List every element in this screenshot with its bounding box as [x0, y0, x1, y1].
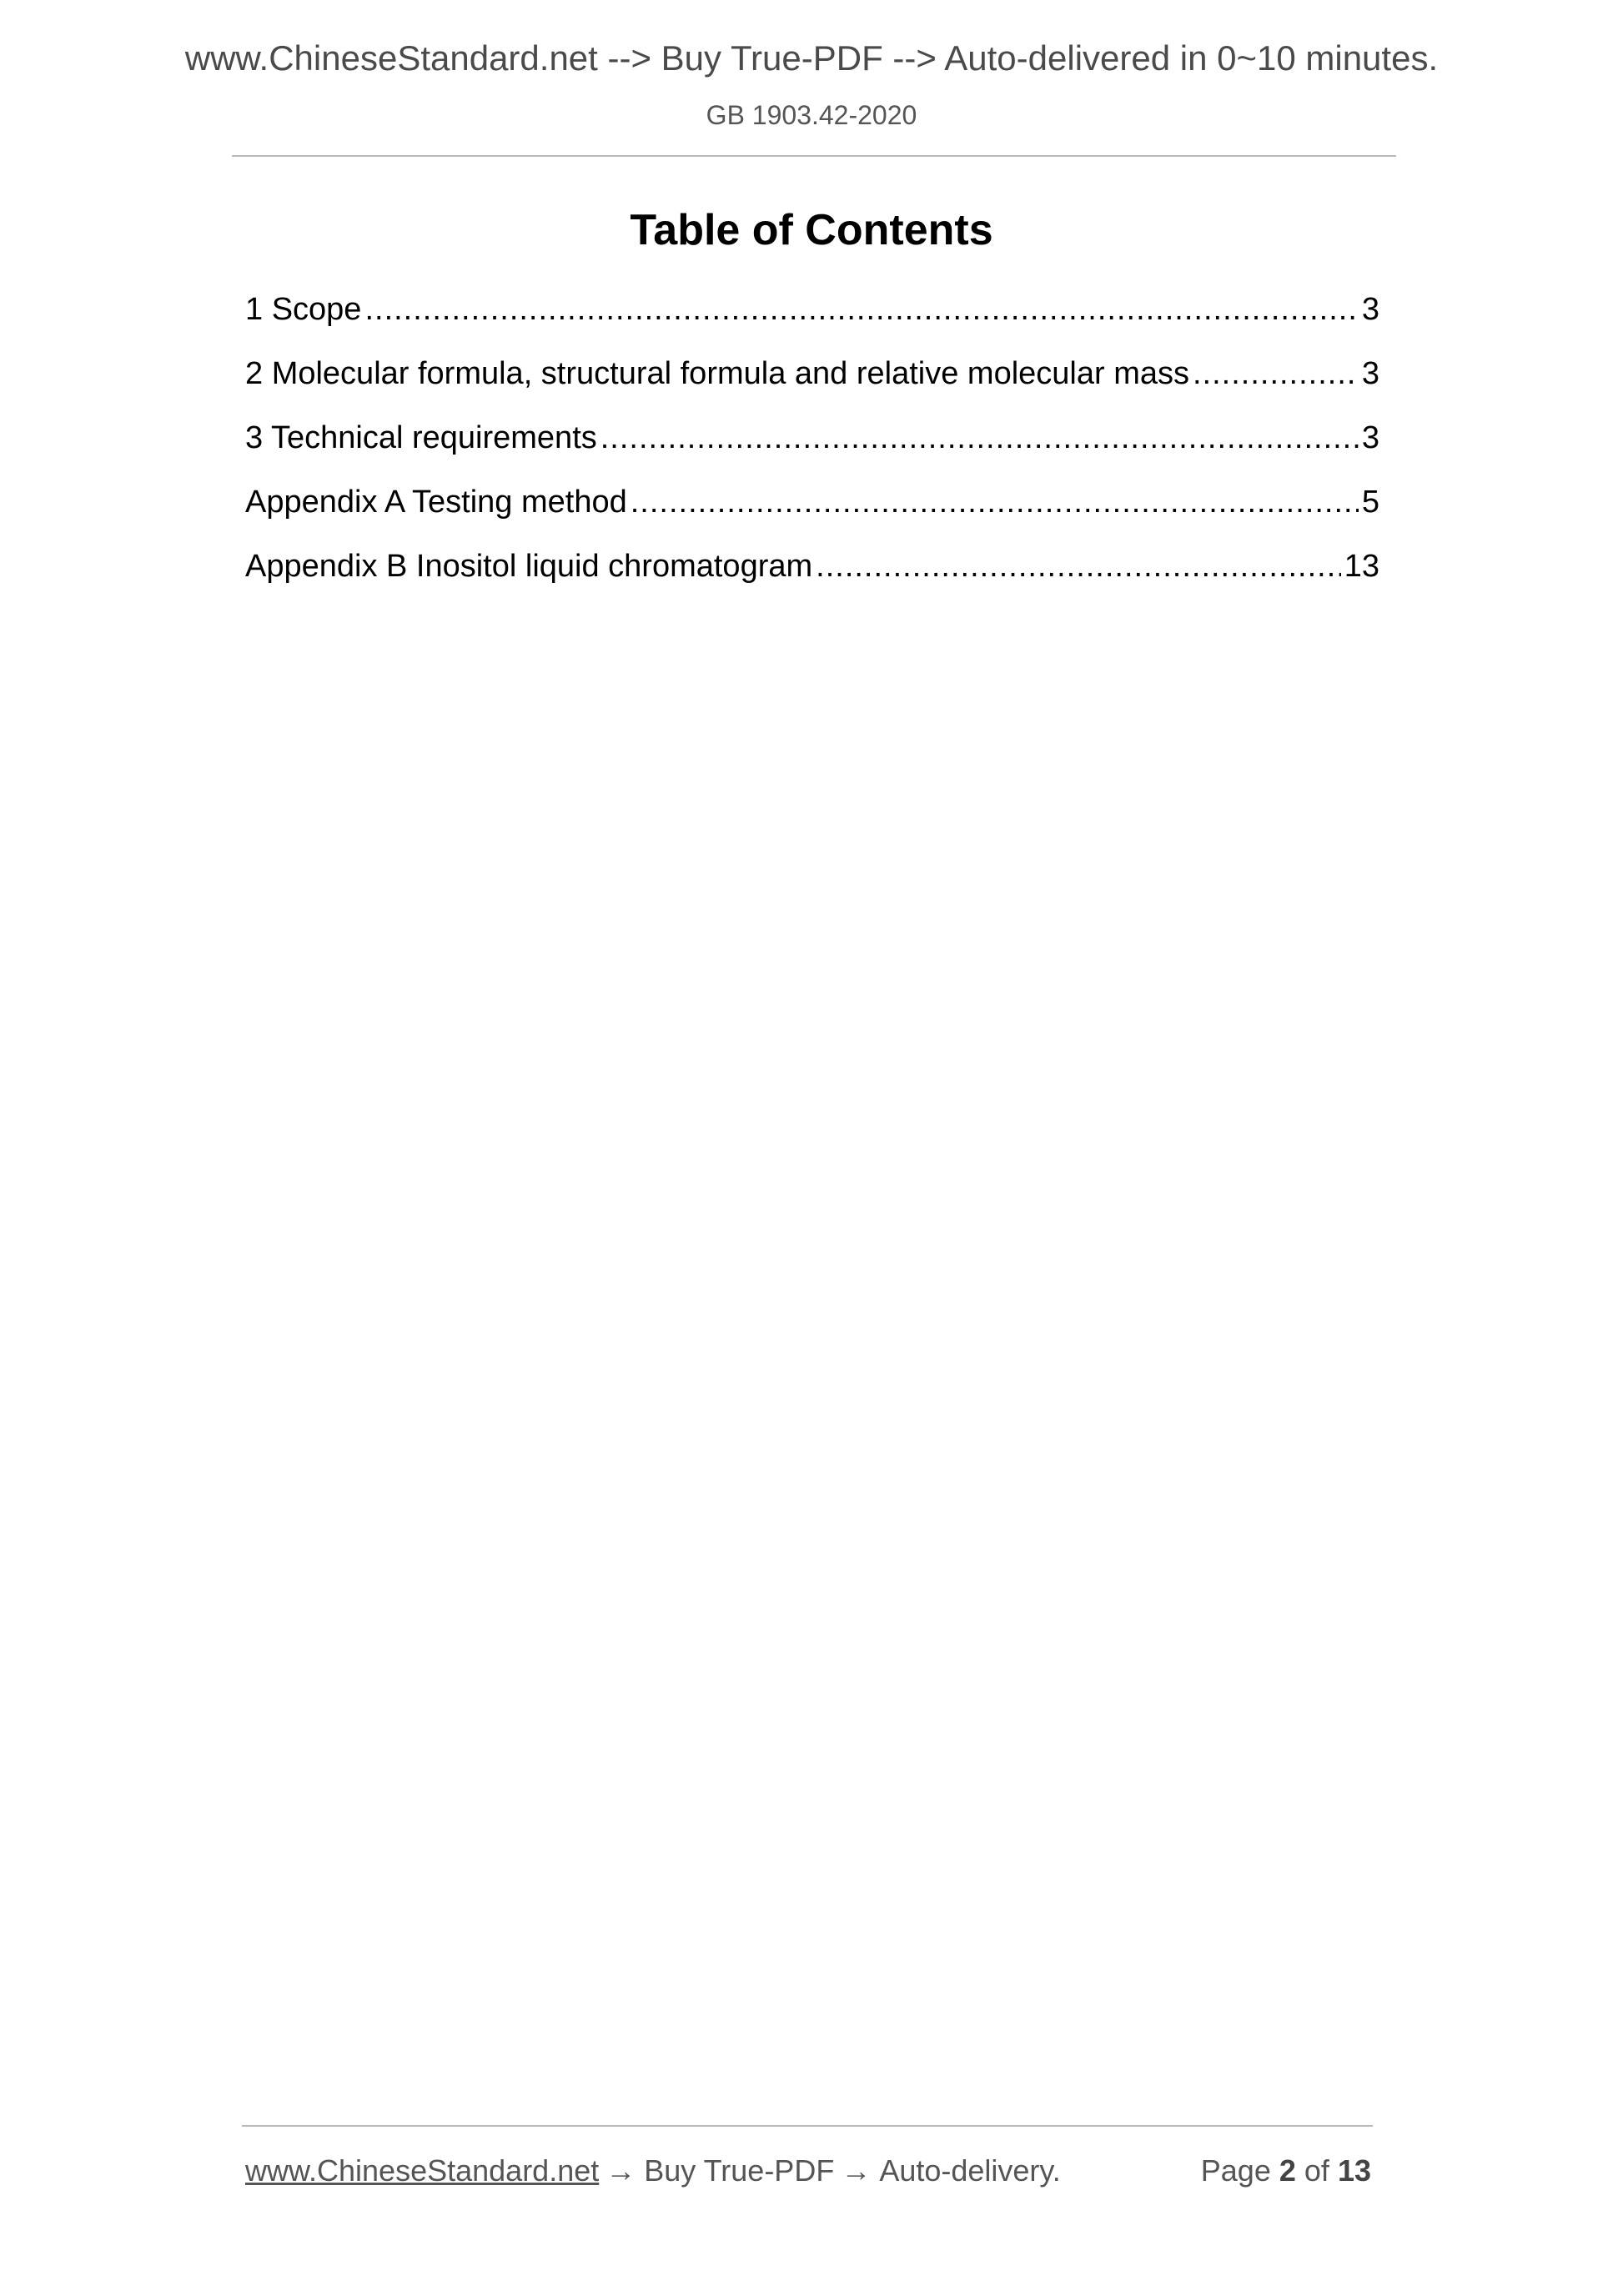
right-arrow-icon: →: [841, 2153, 872, 2188]
toc-entry-page: 5: [1361, 485, 1379, 520]
right-arrow-icon: →: [605, 2153, 636, 2188]
footer-divider: [242, 2125, 1373, 2127]
toc-entry-page: 3: [1361, 356, 1379, 391]
toc-entry-page: 3: [1361, 420, 1379, 455]
toc-entry-label: 2 Molecular formula, structural formula and relative molecular mass: [245, 356, 1189, 391]
header-divider: [232, 155, 1396, 157]
page-footer: [245, 2150, 1371, 2192]
document-code: GB 1903.42-2020: [706, 100, 917, 130]
toc-entry-label: Appendix A Testing method: [245, 485, 627, 520]
toc-entry-molecular-formula[interactable]: [245, 351, 1379, 415]
footer-delivery-text: Auto-delivery.: [879, 2153, 1061, 2188]
toc-dot-leader: [816, 544, 1341, 589]
toc-dot-leader: [600, 415, 1359, 460]
total-pages-number: 13: [1337, 2153, 1371, 2188]
page-title: Table of Contents: [630, 206, 993, 254]
footer-buy-text: Buy True-PDF: [644, 2153, 835, 2188]
page-counter: [1201, 2150, 1371, 2192]
toc-entry-appendix-a[interactable]: [245, 480, 1379, 544]
of-label: of: [1304, 2153, 1329, 2188]
toc-entry-page: 3: [1361, 292, 1379, 327]
current-page-number: 2: [1279, 2153, 1296, 2188]
footer-promo: [245, 2150, 1061, 2192]
header-banner: www.ChineseStandard.net --> Buy True-PDF --> Auto-delivered in 0~10 minutes.: [184, 38, 1439, 78]
toc-dot-leader: [631, 480, 1359, 525]
toc-entry-label: Appendix B Inositol liquid chromatogram: [245, 549, 813, 584]
toc-dot-leader: [364, 287, 1358, 332]
footer-site-link[interactable]: www.ChineseStandard.net: [245, 2153, 600, 2188]
page-label: Page: [1200, 2153, 1271, 2188]
toc-entry-label: 3 Technical requirements: [245, 420, 597, 455]
toc-entry-technical-requirements[interactable]: [245, 415, 1379, 480]
toc-entry-appendix-b[interactable]: [245, 544, 1379, 608]
toc-dot-leader: [1193, 351, 1359, 396]
toc-entry-label: 1 Scope: [245, 292, 362, 327]
toc-entry-scope[interactable]: [245, 287, 1379, 351]
table-of-contents: [245, 287, 1379, 608]
toc-entry-page: 13: [1344, 549, 1379, 584]
